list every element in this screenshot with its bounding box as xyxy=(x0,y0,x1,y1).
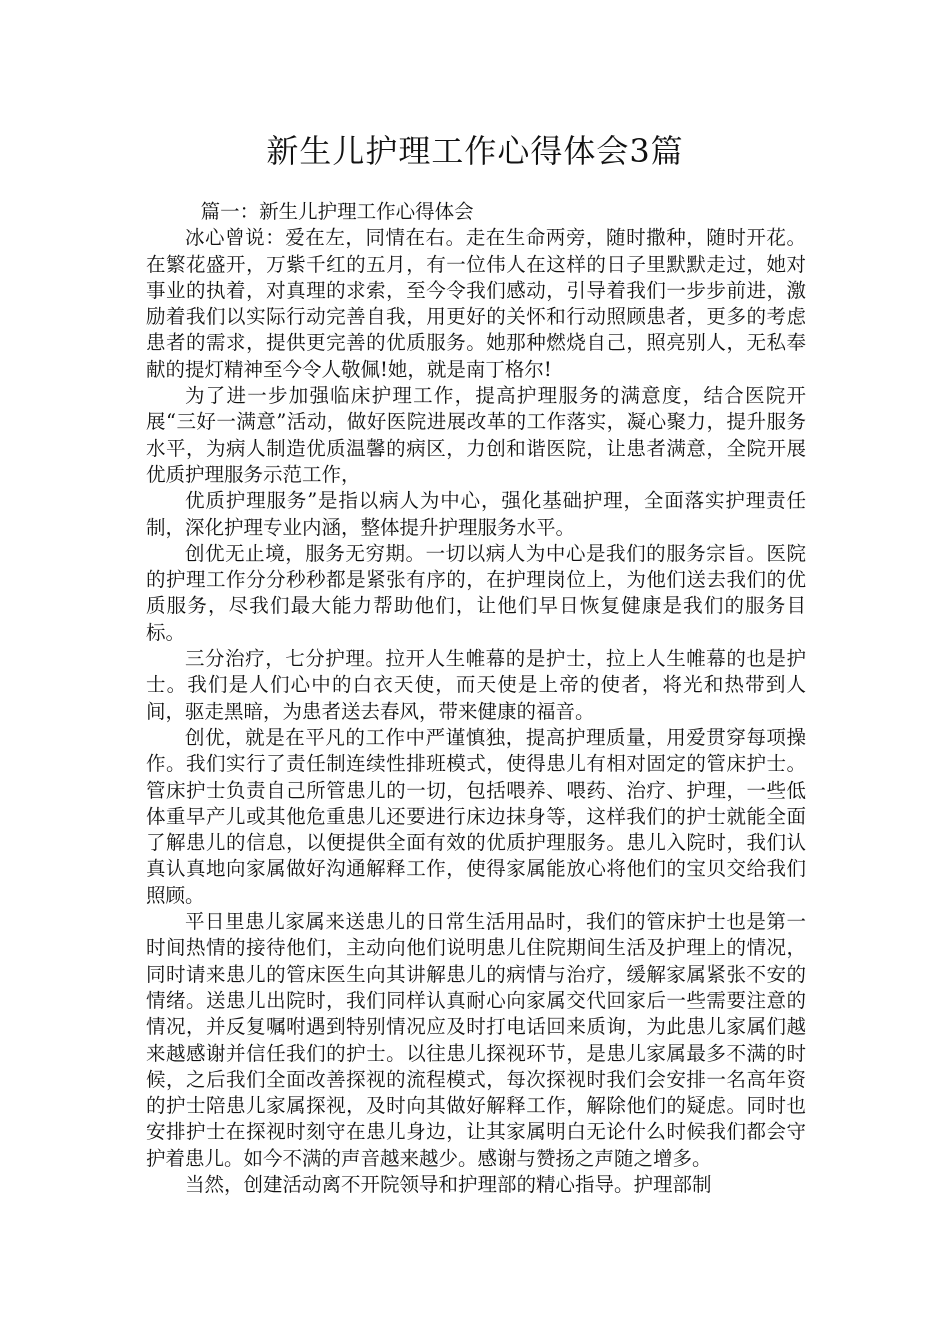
paragraph-nurses-role: 三分治疗，七分护理。拉开人生帷幕的是护士，拉上人生帷幕的也是护士。我们是人们心中的白衣天使，而天使是上帝的使者，将光和热带到人间，驱走黑暗，为患者送去春风，带来健康的福音。 xyxy=(146,647,806,723)
paragraph-definition: 优质护理服务”是指以病人为中心，强化基础护理，全面落实护理责任制，深化护理专业内涵，整体提升护理服务水平。 xyxy=(146,489,806,539)
paragraph-family-communication: 平日里患儿家属来送患儿的日常生活用品时，我们的管床护士也是第一时间热情的接待他们，主动向他们说明患儿住院期间生活及护理上的情况，同时请来患儿的管床医生向其讲解患儿的病情与治疗，缓解家属紧张不安的情绪。送患儿出院时，我们同样认真耐心向家属交代回家后一些需要注意的情况，并反复嘱咐遇到特别情况应及时打电话回来质询，为此患儿家属们越来越感谢并信任我们的护士。以往患儿探视环节，是患儿家属最多不满的时候，之后我们全面改善探视的流程模式，每次探视时我们会安排一名高年资的护士陪患儿家属探视，及时向其做好解释工作，解除他们的疑虑。同时也安排护士在探视时刻守在患儿身边，让其家属明白无论什么时候我们都会守护着患儿。如今不满的声音越来越少。感谢与赞扬之声随之增多。 xyxy=(146,910,806,1170)
paragraph-leadership: 当然，创建活动离不开院领导和护理部的精心指导。护理部制 xyxy=(185,1172,712,1196)
paragraph-excellence: 创优，就是在平凡的工作中严谨慎独，提高护理质量，用爱贯穿每项操作。我们实行了责任制连续性排班模式，使得患儿有相对固定的管床护士。管床护士负责自己所管患儿的一切，包括喂养、喂药、治疗、护理，一些低体重早产儿或其他危重患儿还要进行床边抹身等，这样我们的护士就能全面了解患儿的信息，以便提供全面有效的优质护理服务。患儿入院时，我们认真认真地向家属做好沟通解释工作，使得家属能放心将他们的宝贝交给我们照顾。 xyxy=(146,725,806,907)
paragraph-service-goal: 创优无止境，服务无穷期。一切以病人为中心是我们的服务宗旨。医院的护理工作分分秒秒都是紧张有序的，在护理岗位上，为他们送去我们的优质服务，尽我们最大能力帮助他们，让他们早日恢复健康是我们的服务目标。 xyxy=(146,541,806,644)
document-body xyxy=(146,199,806,1198)
paragraph-initiative: 为了进一步加强临床护理工作，提高护理服务的满意度，结合医院开展“三好一满意”活动，做好医院进展改革的工作落实，凝心聚力，提升服务水平，为病人制造优质温馨的病区，力创和谐医院，让患者满意，全院开展优质护理服务示范工作， xyxy=(146,384,806,486)
paragraph-nightingale: 冰心曾说：爱在左，同情在右。走在生命两旁，随时撒种，随时开花。在繁花盛开，万紫千红的五月，有一位伟人在这样的日子里默默走过，她对事业的执着，对真理的求索，至今令我们感动，引导着我们一步步前进，激励着我们以实际行动完善自我，用更好的关怀和行动照顾患者，更多的考虑患者的需求，提供更完善的优质服务。她那种燃烧自己，照亮别人，无私奉献的提灯精神至今令人敬佩!她，就是南丁格尔! xyxy=(146,226,806,381)
document-title: 新生儿护理工作心得体会3篇 xyxy=(266,132,684,170)
section-heading: 篇一：新生儿护理工作心得体会 xyxy=(200,200,474,223)
